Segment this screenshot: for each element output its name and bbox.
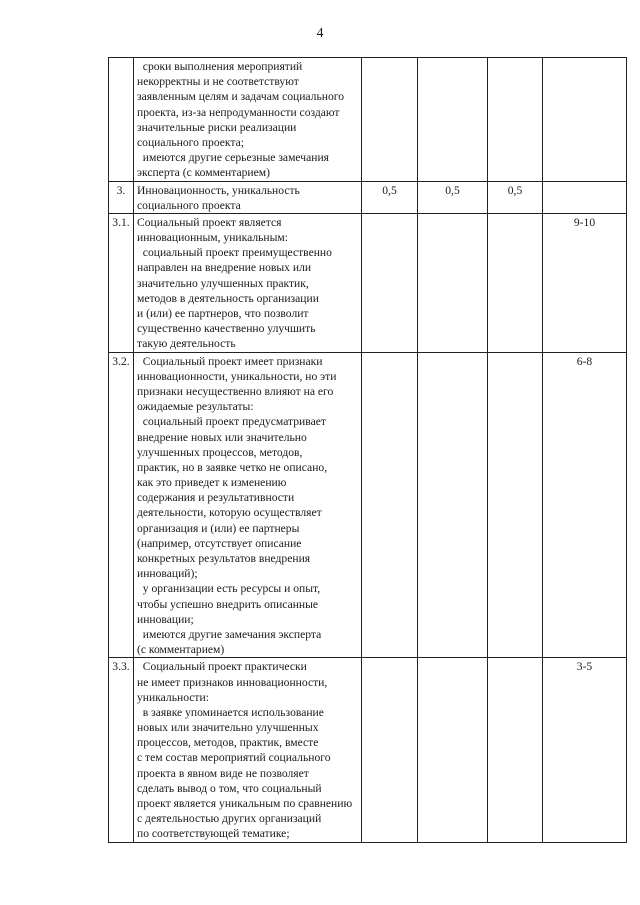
- text-line: и (или) ее партнеров, что позволит: [137, 307, 309, 320]
- text-line: социального проекта;: [137, 135, 244, 149]
- weight-cell: [488, 58, 543, 182]
- text-line: улучшенных процессов, методов,: [137, 445, 303, 459]
- criterion-text: [134, 352, 362, 658]
- score-range: 3-5: [543, 658, 627, 842]
- text-line: проекта в явном виде не позволяет: [137, 766, 309, 780]
- text-line: процессов, методов, практик, вместе: [137, 736, 319, 750]
- weight-cell: [488, 213, 543, 352]
- text-line: эксперта (с комментарием): [137, 166, 270, 180]
- text-line: имеются другие замечания эксперта: [137, 627, 322, 641]
- text-line: в заявке упоминается использование: [137, 705, 324, 719]
- text-line: с тем состав мероприятий социального: [137, 751, 331, 765]
- text-line: инновационности, уникальности, но эти: [137, 369, 337, 383]
- text-line: проекта, из-за непродуманности создают: [137, 105, 340, 119]
- text-line: Инновационность, уникальность: [137, 183, 300, 197]
- text-line: сроки выполнения мероприятий: [137, 60, 303, 73]
- criterion-text: [134, 181, 362, 213]
- criterion-text: [134, 658, 362, 842]
- weight-cell: 0,5: [418, 181, 488, 213]
- weight-cell: [418, 658, 488, 842]
- text-line: конкретных результатов внедрения: [137, 552, 311, 565]
- text-line: существенно качественно улучшить: [137, 322, 316, 336]
- text-line: социальный проект преимущественно: [137, 246, 332, 260]
- row-continuation: [109, 58, 627, 182]
- text-line: уникальности:: [137, 690, 209, 704]
- score-range: 9-10: [543, 213, 627, 352]
- text-line: внедрение новых или значительно: [137, 430, 307, 444]
- criterion-text: [134, 58, 362, 182]
- row-criterion-3-2: [109, 352, 627, 658]
- text-line: по соответствующей тематике;: [137, 827, 290, 841]
- text-line: такую деятельность: [137, 337, 236, 351]
- weight-cell: [362, 58, 418, 182]
- score-range: [543, 58, 627, 182]
- weight-cell: [418, 352, 488, 658]
- row-number: 3.: [109, 181, 134, 213]
- text-line: сделать вывод о том, что социальный: [137, 781, 322, 795]
- weight-cell: [362, 658, 418, 842]
- text-line: инноваций);: [137, 567, 198, 581]
- text-line: инновационным, уникальным:: [137, 231, 288, 245]
- text-line: некорректны и не соответствуют: [137, 75, 299, 89]
- weight-cell: [418, 213, 488, 352]
- row-number: 3.1.: [109, 213, 134, 352]
- text-line: как это приведет к изменению: [137, 476, 287, 490]
- weight-cell: [418, 58, 488, 182]
- text-line: направлен на внедрение новых или: [137, 261, 312, 275]
- text-line: Социальный проект является: [137, 215, 282, 229]
- text-line: содержания и результативности: [137, 491, 295, 505]
- text-line: заявленным целям и задачам социального: [137, 90, 345, 104]
- page-number: 4: [316, 26, 324, 41]
- criterion-text: [134, 213, 362, 352]
- text-line: с деятельностью других организаций: [137, 812, 322, 826]
- text-line: не имеет признаков инновационности,: [137, 675, 328, 689]
- criteria-table: [108, 57, 627, 843]
- row-criterion-3-3: [109, 658, 627, 842]
- text-line: (с комментарием): [137, 643, 225, 657]
- text-line: проект является уникальным по сравнению: [137, 797, 353, 810]
- text-line: ожидаемые результаты:: [137, 400, 254, 414]
- text-line: инновации;: [137, 612, 194, 626]
- text-line: признаки несущественно влияют на его: [137, 384, 334, 398]
- text-line: имеются другие серьезные замечания: [137, 151, 329, 165]
- weight-cell: [488, 352, 543, 658]
- text-line: Социальный проект практически: [137, 660, 307, 674]
- text-line: Социальный проект имеет признаки: [137, 354, 323, 368]
- weight-cell: [488, 658, 543, 842]
- score-range: [543, 181, 627, 213]
- row-number: 3.3.: [109, 658, 134, 842]
- row-criterion-3-1: [109, 213, 627, 352]
- text-line: деятельности, которую осуществляет: [137, 506, 322, 520]
- weight-cell: [362, 352, 418, 658]
- weight-cell: 0,5: [488, 181, 543, 213]
- weight-cell: [362, 213, 418, 352]
- text-line: новых или значительно улучшенных: [137, 721, 319, 735]
- row-criterion-3: [109, 181, 627, 213]
- text-line: социального проекта: [137, 198, 241, 212]
- text-line: методов в деятельность организации: [137, 291, 319, 305]
- text-line: чтобы успешно внедрить описанные: [137, 597, 319, 611]
- text-line: организация и (или) ее партнеры: [137, 521, 300, 535]
- text-line: значительные риски реализации: [137, 120, 297, 134]
- text-line: социальный проект предусматривает: [137, 415, 326, 429]
- row-number: [109, 58, 134, 182]
- text-line: значительно улучшенных практик,: [137, 276, 309, 290]
- weight-cell: 0,5: [362, 181, 418, 213]
- score-range: 6-8: [543, 352, 627, 658]
- text-line: у организации есть ресурсы и опыт,: [137, 582, 321, 596]
- row-number: 3.2.: [109, 352, 134, 658]
- text-line: практик, но в заявке четко не описано,: [137, 460, 328, 474]
- text-line: (например, отсутствует описание: [137, 536, 302, 550]
